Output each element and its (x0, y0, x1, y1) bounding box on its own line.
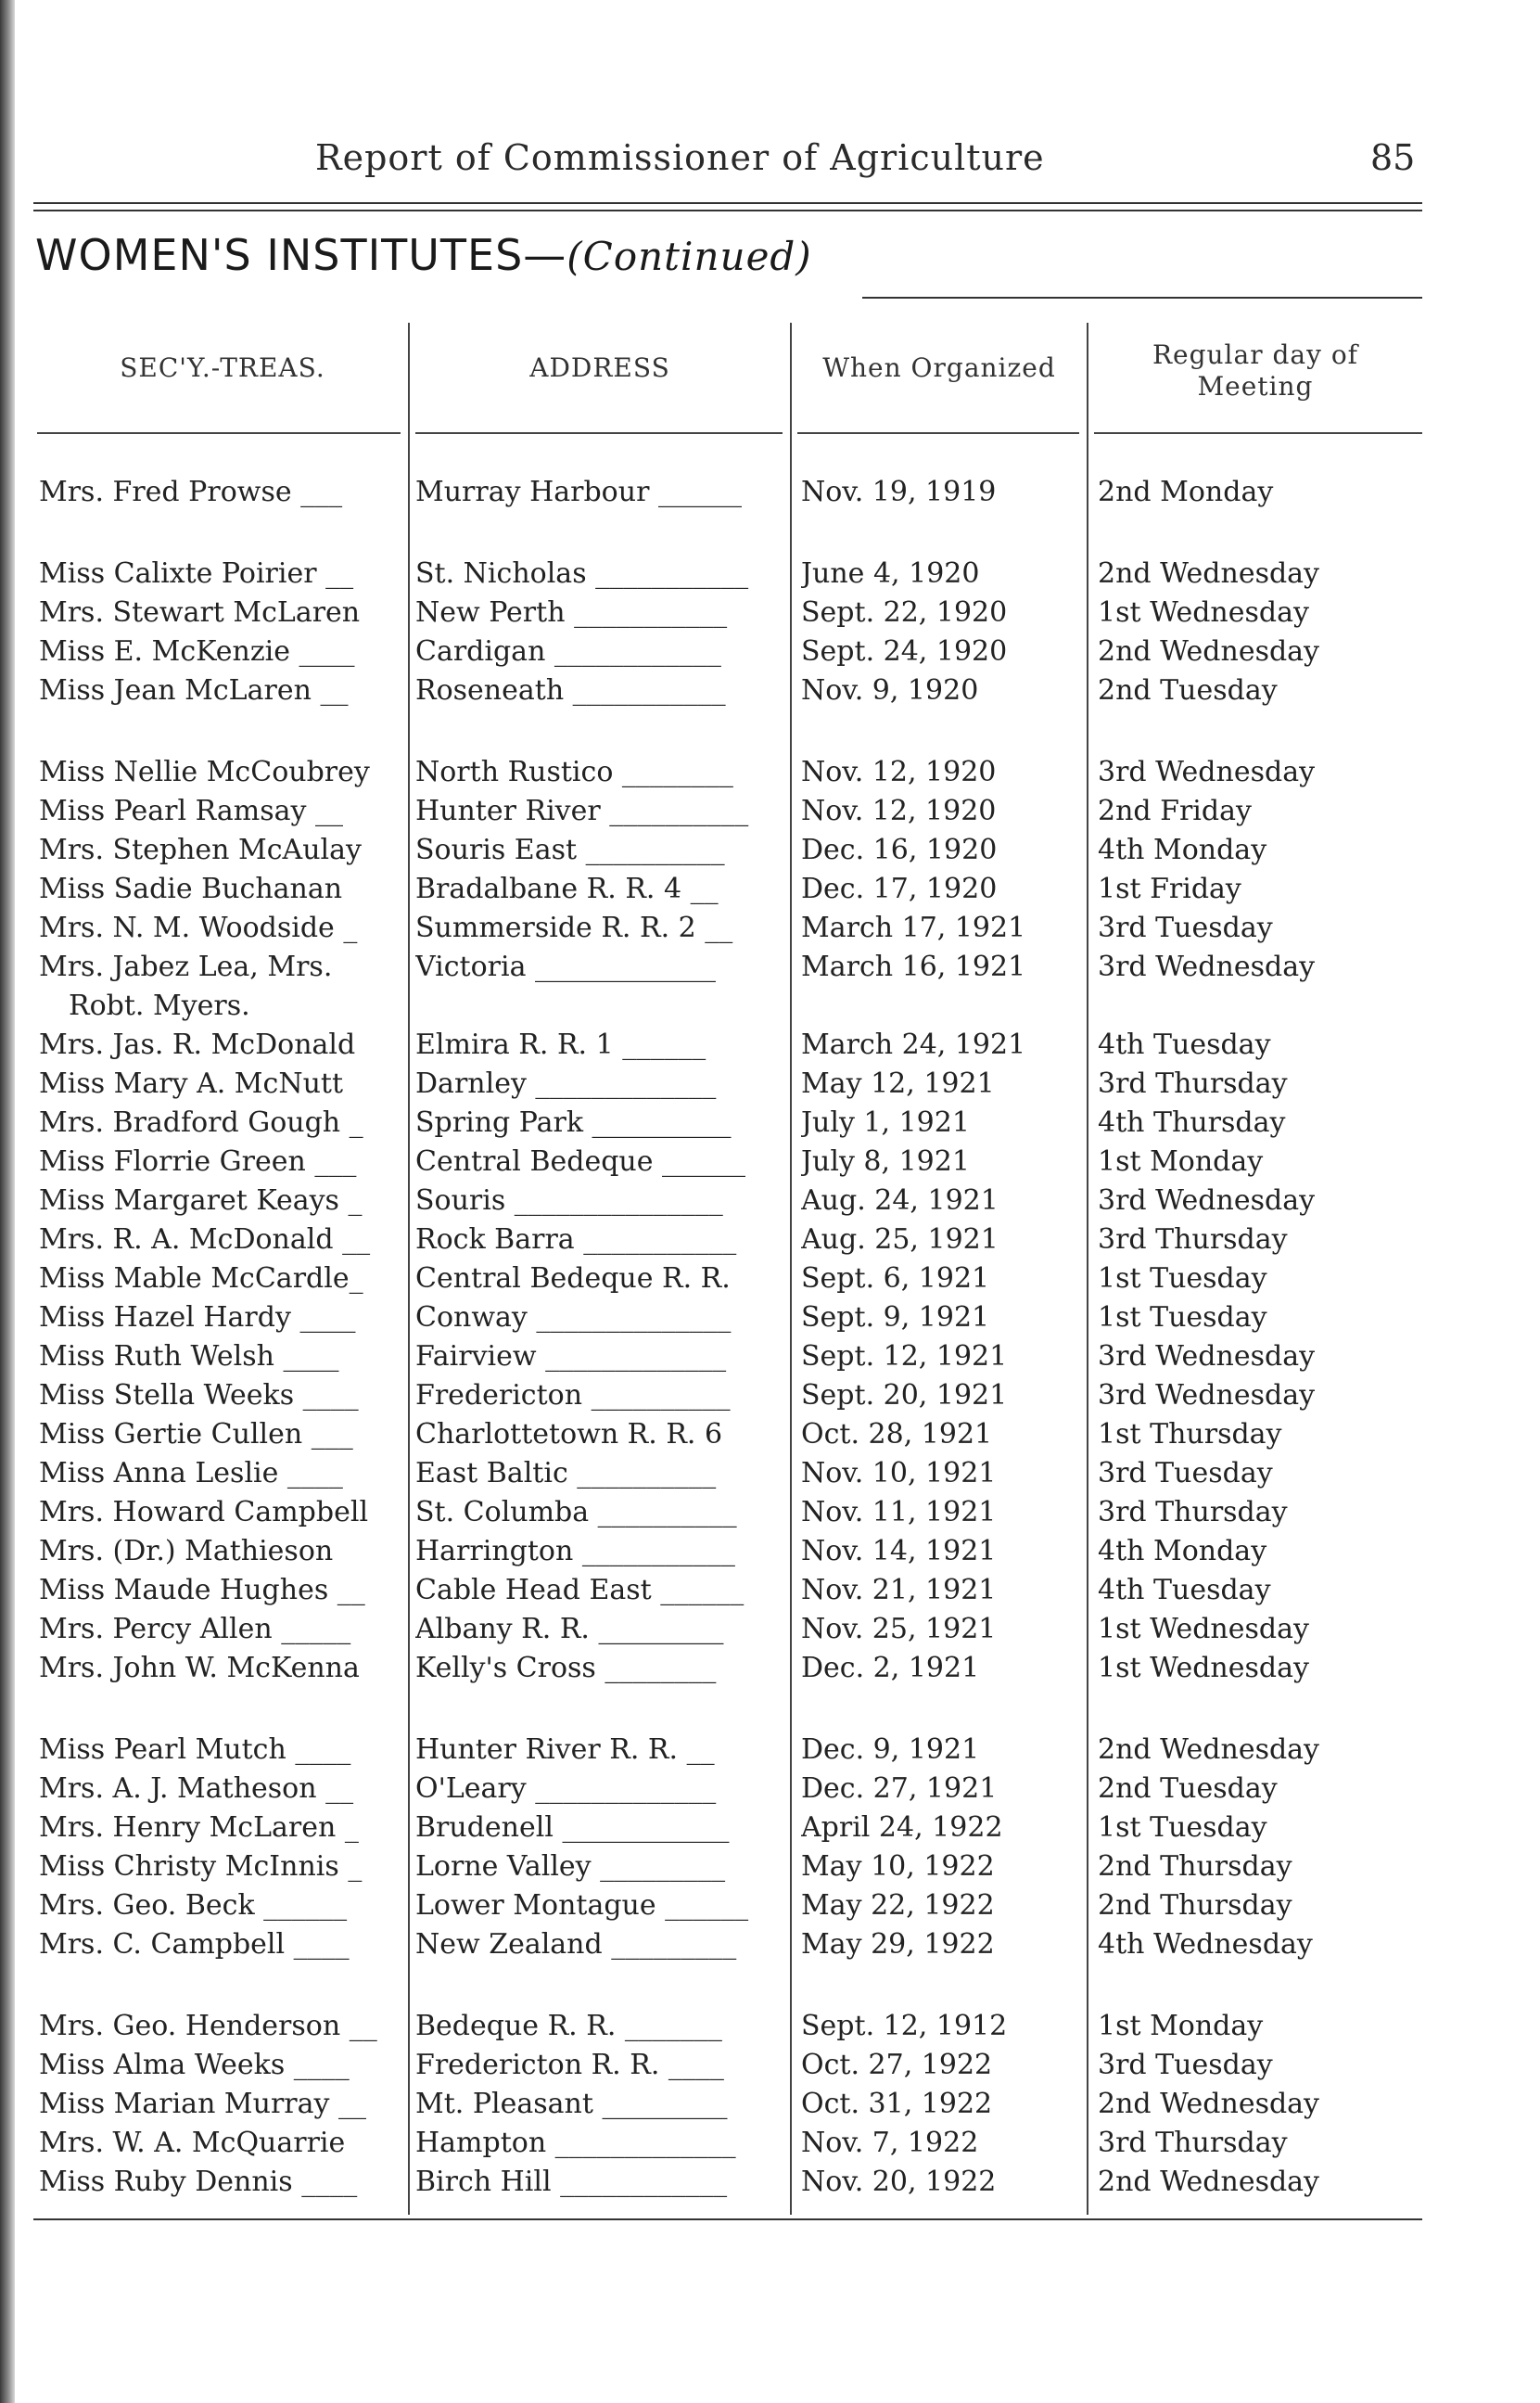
bottom-rule (33, 2218, 1422, 2220)
address-cell: Central Bedeque R. R. (415, 1262, 731, 1295)
address-cell: Charlottetown R. R. 6 (415, 1418, 723, 1451)
meeting-day-cell: 3rd Wednesday (1098, 951, 1316, 983)
column-header-organized: When Organized (822, 352, 1056, 383)
secretary-cell: Mrs. Henry McLaren _ (39, 1811, 359, 1844)
meeting-day-cell: 3rd Tuesday (1098, 1457, 1273, 1489)
meeting-day-cell: 2nd Wednesday (1098, 557, 1320, 590)
table-row (0, 1731, 1540, 1770)
meeting-day-cell: 1st Wednesday (1098, 1652, 1309, 1684)
meeting-day-cell: 4th Thursday (1098, 1106, 1286, 1139)
meeting-day-cell: 1st Tuesday (1098, 1262, 1267, 1295)
address-cell: Fairview _____________ (415, 1340, 727, 1373)
header-underline-1 (37, 432, 401, 434)
meeting-day-cell: 1st Wednesday (1098, 1613, 1309, 1645)
address-cell: O'Leary _____________ (415, 1772, 717, 1805)
secretary-cell: Miss Calixte Poirier __ (39, 557, 354, 590)
table-row (0, 1925, 1540, 1964)
column-header-address: ADDRESS (529, 352, 670, 383)
organized-cell: June 4, 1920 (801, 557, 980, 590)
column-header-meeting-line2: Meeting (1197, 371, 1314, 402)
address-cell: Cable Head East ______ (415, 1574, 745, 1606)
table-row (0, 1649, 1540, 1688)
organized-cell: Oct. 31, 1922 (801, 2088, 993, 2120)
address-cell: Brudenell ____________ (415, 1811, 730, 1844)
address-cell: Hunter River __________ (415, 795, 749, 827)
secretary-cell: Miss Ruby Dennis ____ (39, 2166, 358, 2198)
table-row (0, 1571, 1540, 1610)
organized-cell: March 16, 1921 (801, 951, 1026, 983)
secretary-cell: Miss Ruth Welsh ____ (39, 1340, 339, 1373)
table-row (0, 1886, 1540, 1925)
organized-cell: May 22, 1922 (801, 1889, 995, 1922)
meeting-day-cell: 3rd Wednesday (1098, 1379, 1316, 1412)
secretary-cell: Mrs. R. A. McDonald __ (39, 1223, 371, 1256)
column-header-secretary: SEC'Y.-TREAS. (120, 352, 325, 383)
meeting-day-cell: 3rd Thursday (1098, 1496, 1288, 1528)
table-row (0, 909, 1540, 948)
organized-cell: Nov. 21, 1921 (801, 1574, 997, 1606)
organized-cell: Sept. 24, 1920 (801, 635, 1008, 668)
address-cell: Hunter River R. R. __ (415, 1733, 715, 1766)
organized-cell: Sept. 9, 1921 (801, 1301, 990, 1334)
table-row (0, 2085, 1540, 2124)
organized-cell: Oct. 27, 1922 (801, 2049, 993, 2081)
organized-cell: Dec. 17, 1920 (801, 873, 998, 905)
address-cell: Spring Park __________ (415, 1106, 732, 1139)
meeting-day-cell: 4th Wednesday (1098, 1928, 1313, 1961)
secretary-cell: Mrs. N. M. Woodside _ (39, 912, 358, 944)
organized-cell: March 24, 1921 (801, 1029, 1026, 1061)
organized-cell: Nov. 20, 1922 (801, 2166, 997, 2198)
address-cell: Souris _______________ (415, 1184, 723, 1217)
table-row (0, 1143, 1540, 1182)
organized-cell: Nov. 10, 1921 (801, 1457, 997, 1489)
secretary-cell: Mrs. C. Campbell ____ (39, 1928, 350, 1961)
address-cell: Kelly's Cross ________ (415, 1652, 717, 1684)
secretary-cell: Mrs. Bradford Gough _ (39, 1106, 363, 1139)
address-cell: St. Columba __________ (415, 1496, 737, 1528)
meeting-day-cell: 3rd Wednesday (1098, 1340, 1316, 1373)
secretary-cell: Mrs. (Dr.) Mathieson (39, 1535, 334, 1567)
organized-cell: Nov. 25, 1921 (801, 1613, 997, 1645)
address-cell: Bradalbane R. R. 4 __ (415, 873, 719, 905)
address-cell: Conway ______________ (415, 1301, 732, 1334)
secretary-cell: Miss Pearl Ramsay __ (39, 795, 343, 827)
organized-cell: April 24, 1922 (801, 1811, 1003, 1844)
table-row (0, 473, 1540, 512)
meeting-day-cell: 1st Friday (1098, 873, 1241, 905)
header-rule-top (33, 202, 1422, 204)
secretary-cell: Mrs. Geo. Henderson __ (39, 2010, 377, 2042)
secretary-cell: Miss Alma Weeks ____ (39, 2049, 350, 2081)
address-cell: St. Nicholas ___________ (415, 557, 749, 590)
address-cell: Victoria _____________ (415, 951, 717, 983)
address-cell: Cardigan ____________ (415, 635, 721, 668)
meeting-day-cell: 4th Monday (1098, 1535, 1267, 1567)
column-header-meeting (1088, 339, 1422, 403)
table-row (0, 1337, 1540, 1376)
secretary-cell: Mrs. Jabez Lea, Mrs. (39, 951, 333, 983)
page-number: 85 (1370, 137, 1416, 178)
address-cell: Lorne Valley _________ (415, 1850, 726, 1883)
address-cell: Lower Montague ______ (415, 1889, 749, 1922)
title-rule (862, 297, 1422, 299)
table-row (0, 555, 1540, 594)
meeting-day-cell: 2nd Tuesday (1098, 1772, 1278, 1805)
table-row (0, 2046, 1540, 2085)
organized-cell: Nov. 19, 1919 (801, 476, 997, 508)
table-row (0, 1493, 1540, 1532)
secretary-cell: Mrs. Geo. Beck ______ (39, 1889, 348, 1922)
meeting-day-cell: 2nd Tuesday (1098, 674, 1278, 707)
meeting-day-cell: 3rd Wednesday (1098, 1184, 1316, 1217)
header-rule-bottom (33, 210, 1422, 211)
secretary-cell: Miss Maude Hughes __ (39, 1574, 365, 1606)
organized-cell: Dec. 27, 1921 (801, 1772, 998, 1805)
address-cell: Harrington ___________ (415, 1535, 735, 1567)
organized-cell: May 12, 1921 (801, 1067, 995, 1100)
address-cell: Hampton _____________ (415, 2127, 736, 2159)
table-row (0, 2163, 1540, 2202)
secretary-cell: Mrs. Stewart McLaren (39, 596, 361, 629)
header-underline-4 (1094, 432, 1422, 434)
secretary-cell: Mrs. Jas. R. McDonald (39, 1029, 356, 1061)
secretary-cell: Miss Stella Weeks ____ (39, 1379, 359, 1412)
meeting-day-cell: 4th Tuesday (1098, 1574, 1271, 1606)
table-row (0, 948, 1540, 987)
secretary-cell: Miss Christy McInnis _ (39, 1850, 363, 1883)
organized-cell: Nov. 9, 1920 (801, 674, 979, 707)
meeting-day-cell: 2nd Wednesday (1098, 635, 1320, 668)
organized-cell: Nov. 12, 1920 (801, 795, 997, 827)
meeting-day-cell: 2nd Friday (1098, 795, 1252, 827)
meeting-day-cell: 3rd Wednesday (1098, 756, 1316, 788)
address-cell: Fredericton __________ (415, 1379, 731, 1412)
table-row (0, 1532, 1540, 1571)
organized-cell: Dec. 16, 1920 (801, 834, 998, 866)
secretary-cell: Miss Nellie McCoubrey (39, 756, 370, 788)
secretary-cell: Miss Mary A. McNutt (39, 1067, 344, 1100)
organized-cell: Nov. 12, 1920 (801, 756, 997, 788)
table-row (0, 1221, 1540, 1259)
table-row (0, 2007, 1540, 2046)
address-cell: Summerside R. R. 2 __ (415, 912, 733, 944)
column-header-meeting-line1: Regular day of (1152, 339, 1359, 370)
secretary-cell: Miss Anna Leslie ____ (39, 1457, 343, 1489)
meeting-day-cell: 1st Wednesday (1098, 596, 1309, 629)
secretary-cell: Mrs. John W. McKenna (39, 1652, 360, 1684)
organized-cell: Sept. 12, 1921 (801, 1340, 1008, 1373)
meeting-day-cell: 4th Monday (1098, 834, 1267, 866)
address-cell: New Zealand _________ (415, 1928, 737, 1961)
secretary-cell: Mrs. A. J. Matheson __ (39, 1772, 354, 1805)
organized-cell: May 10, 1922 (801, 1850, 995, 1883)
table-row (0, 594, 1540, 633)
table-row (0, 1415, 1540, 1454)
address-cell: Roseneath ___________ (415, 674, 726, 707)
meeting-day-cell: 1st Tuesday (1098, 1301, 1267, 1334)
table-row (0, 1182, 1540, 1221)
address-cell: New Perth ___________ (415, 596, 728, 629)
table-row (0, 1847, 1540, 1886)
meeting-day-cell: 2nd Monday (1098, 476, 1274, 508)
secretary-cell: Robt. Myers. (69, 990, 250, 1022)
table-row (0, 831, 1540, 870)
organized-cell: Sept. 12, 1912 (801, 2010, 1008, 2042)
address-cell: Elmira R. R. 1 ______ (415, 1029, 706, 1061)
organized-cell: Nov. 11, 1921 (801, 1496, 997, 1528)
table-row (0, 1298, 1540, 1337)
section-title-continued: (Continued) (566, 234, 812, 279)
secretary-cell: Mrs. W. A. McQuarrie (39, 2127, 346, 2159)
table-row (0, 2124, 1540, 2163)
table-row (0, 1376, 1540, 1415)
secretary-cell: Miss Florrie Green ___ (39, 1145, 357, 1178)
address-cell: Bedeque R. R. _______ (415, 2010, 722, 2042)
meeting-day-cell: 3rd Thursday (1098, 1223, 1288, 1256)
secretary-cell: Mrs. Stephen McAulay (39, 834, 362, 866)
table-row (0, 1770, 1540, 1809)
organized-cell: Nov. 14, 1921 (801, 1535, 997, 1567)
secretary-cell: Mrs. Fred Prowse ___ (39, 476, 343, 508)
address-cell: Mt. Pleasant _________ (415, 2088, 728, 2120)
address-cell: Murray Harbour ______ (415, 476, 742, 508)
organized-cell: Sept. 20, 1921 (801, 1379, 1008, 1412)
organized-cell: Sept. 6, 1921 (801, 1262, 990, 1295)
secretary-cell: Miss Hazel Hardy ____ (39, 1301, 356, 1334)
table-row (0, 633, 1540, 671)
table-row (0, 987, 1540, 1026)
organized-cell: Dec. 9, 1921 (801, 1733, 980, 1766)
secretary-cell: Miss Margaret Keays _ (39, 1184, 363, 1217)
organized-cell: Oct. 28, 1921 (801, 1418, 993, 1451)
table-row (0, 1454, 1540, 1493)
secretary-cell: Mrs. Percy Allen _____ (39, 1613, 351, 1645)
table-row (0, 1104, 1540, 1143)
meeting-day-cell: 2nd Thursday (1098, 1889, 1292, 1922)
secretary-cell: Miss Sadie Buchanan (39, 873, 343, 905)
meeting-day-cell: 1st Thursday (1098, 1418, 1282, 1451)
secretary-cell: Miss Gertie Cullen ___ (39, 1418, 353, 1451)
meeting-day-cell: 4th Tuesday (1098, 1029, 1271, 1061)
secretary-cell: Miss Marian Murray __ (39, 2088, 367, 2120)
organized-cell: Aug. 24, 1921 (801, 1184, 999, 1217)
address-cell: Albany R. R. _________ (415, 1613, 724, 1645)
table-row (0, 1259, 1540, 1298)
address-cell: Birch Hill ____________ (415, 2166, 728, 2198)
table-row (0, 753, 1540, 792)
organized-cell: May 29, 1922 (801, 1928, 995, 1961)
address-cell: Fredericton R. R. ____ (415, 2049, 724, 2081)
table-row (0, 870, 1540, 909)
meeting-day-cell: 2nd Thursday (1098, 1850, 1292, 1883)
address-cell: Central Bedeque ______ (415, 1145, 746, 1178)
secretary-cell: Miss E. McKenzie ____ (39, 635, 355, 668)
address-cell: Darnley _____________ (415, 1067, 717, 1100)
meeting-day-cell: 3rd Tuesday (1098, 912, 1273, 944)
address-cell: East Baltic __________ (415, 1457, 717, 1489)
table-row (0, 671, 1540, 710)
address-cell: North Rustico ________ (415, 756, 733, 788)
table-row (0, 1809, 1540, 1847)
secretary-cell: Miss Pearl Mutch ____ (39, 1733, 351, 1766)
address-cell: Rock Barra ___________ (415, 1223, 737, 1256)
meeting-day-cell: 2nd Wednesday (1098, 2088, 1320, 2120)
meeting-day-cell: 2nd Wednesday (1098, 2166, 1320, 2198)
secretary-cell: Miss Mable McCardle_ (39, 1262, 363, 1295)
meeting-day-cell: 3rd Tuesday (1098, 2049, 1273, 2081)
organized-cell: Aug. 25, 1921 (801, 1223, 999, 1256)
meeting-day-cell: 1st Tuesday (1098, 1811, 1267, 1844)
table-row (0, 792, 1540, 831)
meeting-day-cell: 1st Monday (1098, 1145, 1264, 1178)
organized-cell: Nov. 7, 1922 (801, 2127, 979, 2159)
organized-cell: March 17, 1921 (801, 912, 1026, 944)
address-cell: Souris East __________ (415, 834, 725, 866)
running-header: Report of Commissioner of Agriculture (315, 137, 1045, 178)
meeting-day-cell: 2nd Wednesday (1098, 1733, 1320, 1766)
section-title (35, 230, 812, 280)
organized-cell: Sept. 22, 1920 (801, 596, 1008, 629)
meeting-day-cell: 1st Monday (1098, 2010, 1264, 2042)
section-title-text: WOMEN'S INSTITUTES— (35, 230, 567, 280)
secretary-cell: Miss Jean McLaren __ (39, 674, 349, 707)
header-underline-3 (797, 432, 1079, 434)
organized-cell: Dec. 2, 1921 (801, 1652, 980, 1684)
secretary-cell: Mrs. Howard Campbell (39, 1496, 369, 1528)
header-underline-2 (415, 432, 783, 434)
organized-cell: July 1, 1921 (801, 1106, 970, 1139)
meeting-day-cell: 3rd Thursday (1098, 2127, 1288, 2159)
table-row (0, 1610, 1540, 1649)
table-row (0, 1026, 1540, 1065)
organized-cell: July 8, 1921 (801, 1145, 970, 1178)
table-row (0, 1065, 1540, 1104)
meeting-day-cell: 3rd Thursday (1098, 1067, 1288, 1100)
